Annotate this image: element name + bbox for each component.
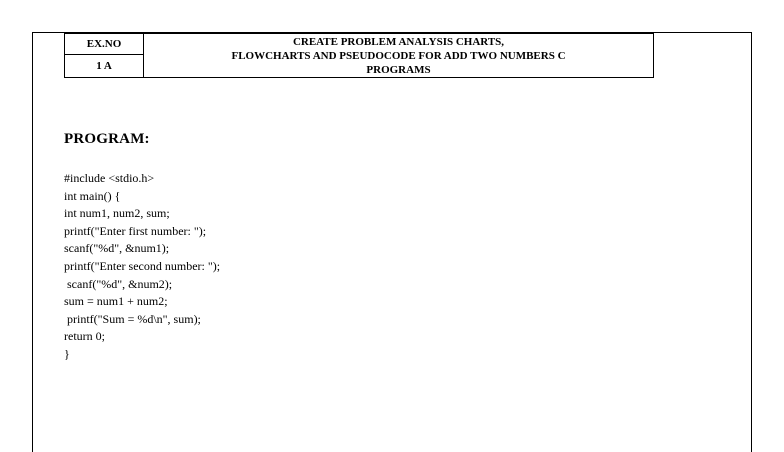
exercise-title-line-3: PROGRAMS — [366, 64, 431, 76]
code-line: int main() { — [64, 188, 121, 203]
ex-no-value: 1 A — [65, 54, 144, 77]
exercise-title — [144, 34, 654, 78]
exercise-title-line-2: FLOWCHARTS AND PSEUDOCODE FOR ADD TWO NUMBERS C — [231, 50, 566, 62]
exercise-title-line-1: CREATE PROBLEM ANALYSIS CHARTS, — [292, 36, 505, 48]
ex-no-label: EX.NO — [65, 34, 144, 55]
code-line: printf("Enter first number: "); — [64, 223, 207, 238]
code-line: int num1, num2, sum; — [64, 206, 170, 221]
program-heading: PROGRAM: — [64, 131, 150, 147]
exercise-header-table — [64, 33, 654, 78]
code-line: sum = num1 + num2; — [64, 294, 168, 309]
code-line: printf("Sum = %d\n", sum); — [64, 311, 201, 326]
code-block — [64, 170, 220, 364]
code-line: } — [64, 346, 70, 361]
code-line: scanf("%d", &num2); — [64, 276, 173, 291]
code-line: scanf("%d", &num1); — [64, 241, 170, 256]
code-line: printf("Enter second number: "); — [64, 258, 221, 273]
code-line: #include <stdio.h> — [64, 171, 155, 185]
code-line: return 0; — [64, 329, 105, 344]
